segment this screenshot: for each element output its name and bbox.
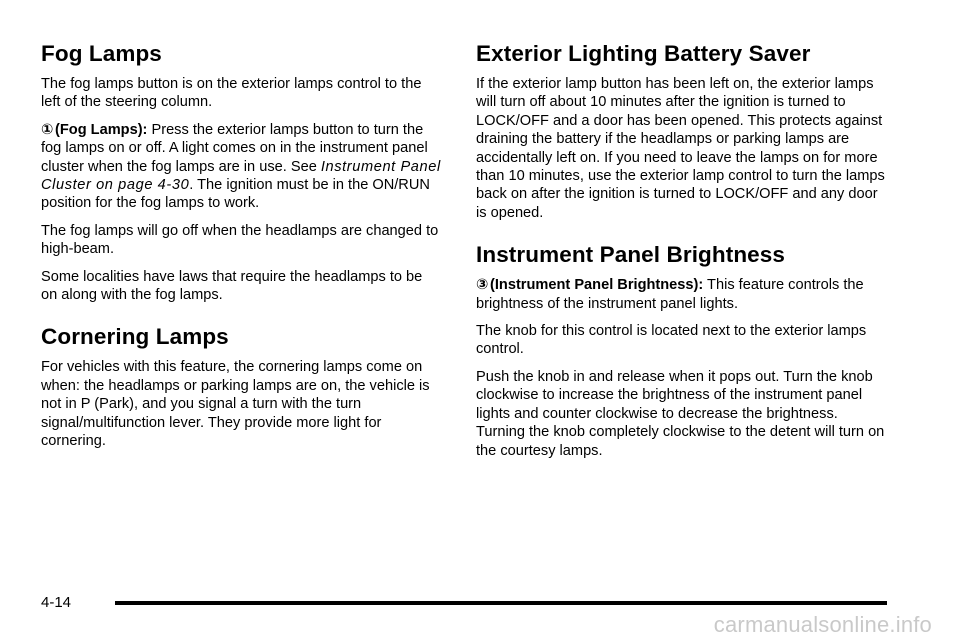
panel-brightness-heading: Instrument Panel Brightness — [476, 242, 786, 268]
footer-rule — [115, 601, 887, 605]
watermark: carmanualsonline.info — [713, 612, 932, 637]
panel-brightness-knob-usage: Push the knob in and release when it pops out. Turn the knob clockwise to increase the brightness of the instrument panel lights and counter clockwise to decrease the brightness. Turning the knob completely clockwise to the detent will turn on the courtesy lamps. — [476, 368, 885, 459]
panel-brightness-text: This feature controls the brightness of the instrument panel lights. — [476, 277, 864, 312]
left-column — [41, 40, 441, 460]
fog-lamps-button-paragraph — [41, 121, 441, 213]
instrument-panel-cluster-link[interactable]: Instrument Panel Cluster on page 4-30 — [41, 158, 441, 194]
fog-lamp-icon: ① — [41, 121, 54, 138]
panel-brightness-intro — [476, 276, 888, 313]
brightness-icon: ③ — [476, 277, 489, 294]
fog-lamps-label: (Fog Lamps): — [55, 121, 148, 138]
cornering-lamps-heading: Cornering Lamps — [41, 324, 229, 350]
right-column — [476, 40, 888, 469]
fog-lamps-text-a: Press the exterior lamps button to turn the fog lamps on or off. A light comes on in the instrument panel cluster when the fog lamps are in use. See — [41, 121, 428, 175]
fog-lamps-laws: Some localities have laws that require the headlamps to be on along with the fog lamps. — [41, 268, 423, 304]
page-number: 4-14 — [41, 594, 72, 611]
cornering-lamps-paragraph: For vehicles with this feature, the cornering lamps come on when: the headlamps or parking lamps are on, the vehicle is not in P (Park), and you signal a turn with the turn signal/multifunction lever. They provide more light for cornering. — [41, 359, 430, 450]
fog-lamps-intro: The fog lamps button is on the exterior lamps control to the left of the steering column. — [41, 76, 422, 111]
panel-brightness-label: (Instrument Panel Brightness): — [490, 277, 704, 294]
fog-lamps-heading: Fog Lamps — [41, 41, 162, 66]
battery-saver-heading: Exterior Lighting Battery Saver — [476, 41, 811, 66]
fog-lamps-text-b: . The ignition must be in the ON/RUN position for the fog lamps to work. — [41, 177, 430, 212]
battery-saver-paragraph: If the exterior lamp button has been left on, the exterior lamps will turn off about 10 minutes after the ignition is turned to LOCK/OFF and a door has been opened. This protects against draining the battery if the headlamps or parking lamps are accidentally left on. If you need to leave the lamps on for more than 10 minutes, use the exterior lamp control to turn the lamps back on after the ignition is turned to LOCK/OFF and any door is opened. — [476, 76, 885, 221]
panel-brightness-knob-location: The knob for this control is located next to the exterior lamps control. — [476, 323, 867, 358]
fog-lamps-high-beam: The fog lamps will go off when the headlamps are changed to high-beam. — [41, 222, 439, 258]
